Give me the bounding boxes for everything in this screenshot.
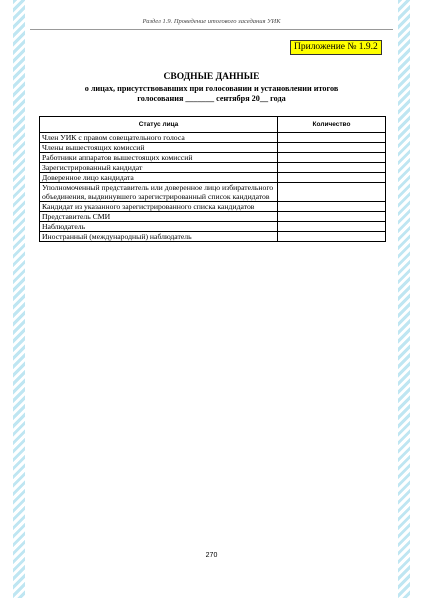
count-cell[interactable]	[278, 143, 386, 153]
attendance-table	[39, 116, 386, 242]
count-cell[interactable]	[278, 183, 386, 202]
running-header: Раздел 1.9. Проведение итогового заседания УИК	[142, 18, 281, 25]
table-row	[40, 163, 386, 173]
table-row	[40, 232, 386, 242]
subtitle-line-1: о лицах, присутствовавших при голосовании и установлении итогов	[84, 84, 339, 93]
count-cell[interactable]	[278, 232, 386, 242]
table-row	[40, 222, 386, 232]
status-cell: Кандидат из указанного зарегистрированного списка кандидатов	[40, 202, 278, 212]
table-row	[40, 183, 386, 202]
status-cell: Представитель СМИ	[40, 212, 278, 222]
status-cell: Уполномоченный представитель или доверенное лицо избирательного объединения, выдвинувшего зарегистрированный список кандидатов	[40, 183, 278, 202]
status-cell: Член УИК с правом совещательного голоса	[40, 133, 278, 143]
left-margin-stripe	[13, 0, 25, 598]
count-cell[interactable]	[278, 153, 386, 163]
page-number: 270	[205, 552, 218, 559]
document-subtitle	[30, 84, 393, 104]
table-row	[40, 153, 386, 163]
count-cell[interactable]	[278, 163, 386, 173]
count-cell[interactable]	[278, 202, 386, 212]
right-margin-stripe	[398, 0, 410, 598]
table-row	[40, 133, 386, 143]
count-cell[interactable]	[278, 173, 386, 183]
table-header-row	[40, 117, 386, 133]
status-cell: Члены вышестоящих комиссий	[40, 143, 278, 153]
appendix-label: Приложение № 1.9.2	[290, 40, 382, 55]
status-cell: Зарегистрированный кандидат	[40, 163, 278, 173]
count-cell[interactable]	[278, 133, 386, 143]
table-row	[40, 202, 386, 212]
table-row	[40, 143, 386, 153]
status-cell: Иностранный (международный) наблюдатель	[40, 232, 278, 242]
count-cell[interactable]	[278, 212, 386, 222]
status-cell: Работники аппаратов вышестоящих комиссий	[40, 153, 278, 163]
subtitle-line-2: голосования _______ сентября 20__ года	[137, 94, 286, 103]
count-cell[interactable]	[278, 222, 386, 232]
column-header-status: Статус лица	[40, 117, 278, 133]
document-title: СВОДНЫЕ ДАННЫЕ	[163, 72, 260, 82]
column-header-count: Количество	[278, 117, 386, 133]
status-cell: Наблюдатель	[40, 222, 278, 232]
table-row	[40, 212, 386, 222]
header-divider	[30, 29, 393, 30]
table-row	[40, 173, 386, 183]
status-cell: Доверенное лицо кандидата	[40, 173, 278, 183]
